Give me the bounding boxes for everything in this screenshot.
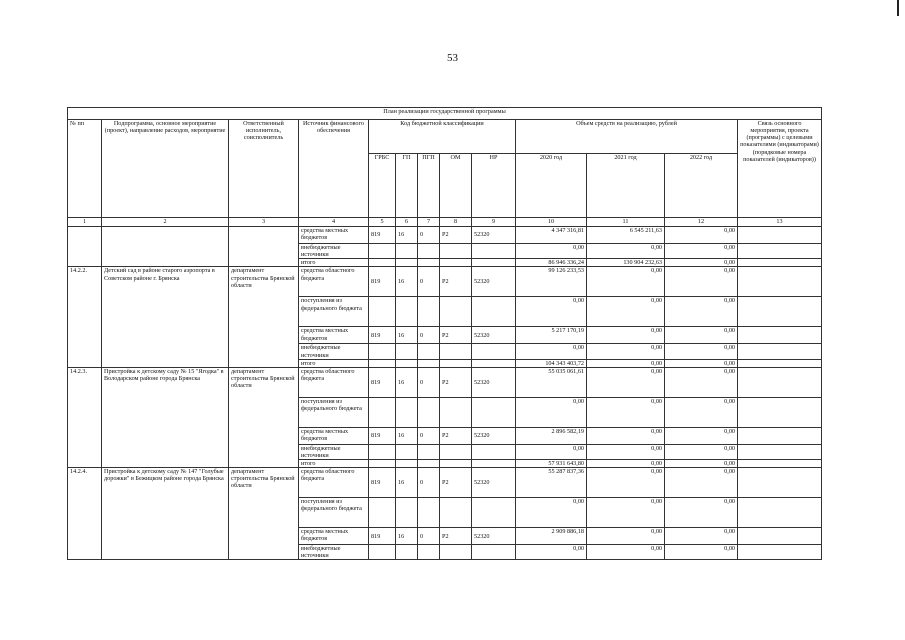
om-cell bbox=[440, 498, 472, 528]
pgp-cell bbox=[418, 359, 440, 367]
om-cell bbox=[440, 444, 472, 459]
grbs-cell bbox=[369, 397, 396, 427]
om-cell: Р2 bbox=[440, 427, 472, 444]
pgp-cell bbox=[418, 397, 440, 427]
column-number: 4 bbox=[299, 218, 369, 227]
amount-2022-cell: 0,00 bbox=[665, 460, 738, 468]
np-cell bbox=[472, 397, 516, 427]
om-cell bbox=[440, 545, 472, 560]
grbs-cell bbox=[369, 444, 396, 459]
grbs-cell: 819 bbox=[369, 427, 396, 444]
num-cell bbox=[68, 227, 102, 267]
source-cell: внебюджетные источники bbox=[299, 344, 369, 359]
amount-2022-cell: 0,00 bbox=[665, 297, 738, 327]
grbs-cell bbox=[369, 344, 396, 359]
link-cell bbox=[738, 427, 822, 444]
plan-table-wrapper bbox=[67, 107, 822, 560]
gp-cell bbox=[396, 498, 418, 528]
np-cell: 52320 bbox=[472, 468, 516, 498]
column-number: 12 bbox=[665, 218, 738, 227]
source-cell: поступления из федерального бюджета bbox=[299, 498, 369, 528]
table-row bbox=[68, 468, 822, 498]
name-cell bbox=[102, 227, 229, 267]
grbs-cell bbox=[369, 460, 396, 468]
column-number: 9 bbox=[472, 218, 516, 227]
grbs-cell bbox=[369, 359, 396, 367]
pgp-cell: 0 bbox=[418, 427, 440, 444]
om-cell bbox=[440, 359, 472, 367]
measure-name: Детский сад в районе старого аэропорта в Советском районе г. Брянска bbox=[102, 267, 229, 367]
column-number: 10 bbox=[516, 218, 587, 227]
measure-number: 14.2.2. bbox=[68, 267, 102, 367]
column-number: 5 bbox=[369, 218, 396, 227]
amount-2022-cell: 0,00 bbox=[665, 344, 738, 359]
column-number: 7 bbox=[418, 218, 440, 227]
amount-2020-cell: 0,00 bbox=[516, 397, 587, 427]
pgp-cell: 0 bbox=[418, 468, 440, 498]
pgp-cell bbox=[418, 244, 440, 259]
column-number: 2 bbox=[102, 218, 229, 227]
link-cell bbox=[738, 498, 822, 528]
amount-2021-cell: 0,00 bbox=[587, 367, 665, 397]
source-cell: внебюджетные источники bbox=[299, 444, 369, 459]
np-cell: 52320 bbox=[472, 367, 516, 397]
header-np: НР bbox=[472, 154, 516, 218]
header-grbs: ГРБС bbox=[369, 154, 396, 218]
measure-executor: департамент строительства Брянской области bbox=[229, 267, 299, 367]
column-number: 8 bbox=[440, 218, 472, 227]
np-cell bbox=[472, 498, 516, 528]
amount-2022-cell: 0,00 bbox=[665, 359, 738, 367]
amount-2021-cell: 0,00 bbox=[587, 359, 665, 367]
gp-cell: 16 bbox=[396, 327, 418, 344]
amount-2020-cell: 2 909 886,18 bbox=[516, 528, 587, 545]
amount-2020-cell: 55 287 837,36 bbox=[516, 468, 587, 498]
pgp-cell: 0 bbox=[418, 267, 440, 297]
header-kbk: Код бюджетной классификации bbox=[369, 120, 516, 154]
source-cell: итого bbox=[299, 359, 369, 367]
om-cell: Р2 bbox=[440, 468, 472, 498]
gp-cell: 16 bbox=[396, 427, 418, 444]
link-cell bbox=[738, 359, 822, 367]
page-number: 53 bbox=[447, 52, 458, 64]
header-2020: 2020 год bbox=[516, 154, 587, 218]
amount-2022-cell: 0,00 bbox=[665, 259, 738, 267]
link-cell bbox=[738, 227, 822, 244]
grbs-cell bbox=[369, 244, 396, 259]
measure-executor: департамент строительства Брянской области bbox=[229, 367, 299, 467]
header-om: ОМ bbox=[440, 154, 472, 218]
om-cell: Р2 bbox=[440, 227, 472, 244]
column-number: 1 bbox=[68, 218, 102, 227]
source-cell: средства областного бюджета bbox=[299, 267, 369, 297]
grbs-cell bbox=[369, 545, 396, 560]
source-cell: средства областного бюджета bbox=[299, 468, 369, 498]
gp-cell: 16 bbox=[396, 468, 418, 498]
np-cell bbox=[472, 297, 516, 327]
gp-cell bbox=[396, 444, 418, 459]
measure-number: 14.2.3. bbox=[68, 367, 102, 467]
header-executor: Ответственный исполнитель, соисполнитель bbox=[229, 120, 299, 218]
amount-2020-cell: 0,00 bbox=[516, 244, 587, 259]
column-number: 6 bbox=[396, 218, 418, 227]
amount-2022-cell: 0,00 bbox=[665, 468, 738, 498]
link-cell bbox=[738, 344, 822, 359]
link-cell bbox=[738, 244, 822, 259]
om-cell: Р2 bbox=[440, 327, 472, 344]
header-num: № пп bbox=[68, 120, 102, 218]
link-cell bbox=[738, 545, 822, 560]
np-cell: 52320 bbox=[472, 327, 516, 344]
amount-2021-cell: 0,00 bbox=[587, 498, 665, 528]
np-cell bbox=[472, 545, 516, 560]
grbs-cell bbox=[369, 259, 396, 267]
amount-2020-cell: 0,00 bbox=[516, 545, 587, 560]
table-title: План реализации государственной программы bbox=[68, 108, 822, 120]
grbs-cell bbox=[369, 297, 396, 327]
gp-cell bbox=[396, 344, 418, 359]
om-cell: Р2 bbox=[440, 528, 472, 545]
amount-2021-cell: 0,00 bbox=[587, 267, 665, 297]
om-cell: Р2 bbox=[440, 367, 472, 397]
amount-2021-cell: 0,00 bbox=[587, 427, 665, 444]
source-cell: внебюджетные источники bbox=[299, 244, 369, 259]
header-subprogram: Подпрограмма, основное мероприятие (проект), направление расходов, мероприятие bbox=[102, 120, 229, 218]
amount-2020-cell: 5 217 170,19 bbox=[516, 327, 587, 344]
link-cell bbox=[738, 267, 822, 297]
grbs-cell: 819 bbox=[369, 468, 396, 498]
link-cell bbox=[738, 367, 822, 397]
edge-mark bbox=[897, 0, 899, 16]
table-row bbox=[68, 227, 822, 244]
om-cell bbox=[440, 297, 472, 327]
amount-2021-cell: 0,00 bbox=[587, 327, 665, 344]
amount-2020-cell: 0,00 bbox=[516, 498, 587, 528]
np-cell: 52320 bbox=[472, 267, 516, 297]
source-cell: средства местных бюджетов bbox=[299, 528, 369, 545]
grbs-cell bbox=[369, 498, 396, 528]
amount-2022-cell: 0,00 bbox=[665, 244, 738, 259]
link-cell bbox=[738, 444, 822, 459]
pgp-cell bbox=[418, 259, 440, 267]
amount-2022-cell: 0,00 bbox=[665, 545, 738, 560]
amount-2020-cell: 0,00 bbox=[516, 297, 587, 327]
amount-2022-cell: 0,00 bbox=[665, 498, 738, 528]
gp-cell: 16 bbox=[396, 367, 418, 397]
pgp-cell: 0 bbox=[418, 227, 440, 244]
amount-2020-cell: 4 347 316,81 bbox=[516, 227, 587, 244]
source-cell: средства областного бюджета bbox=[299, 367, 369, 397]
pgp-cell: 0 bbox=[418, 327, 440, 344]
header-pgp: ПГП bbox=[418, 154, 440, 218]
link-cell bbox=[738, 460, 822, 468]
np-cell bbox=[472, 359, 516, 367]
pgp-cell bbox=[418, 344, 440, 359]
gp-cell bbox=[396, 460, 418, 468]
amount-2021-cell: 0,00 bbox=[587, 344, 665, 359]
np-cell bbox=[472, 444, 516, 459]
grbs-cell: 819 bbox=[369, 528, 396, 545]
amount-2021-cell: 0,00 bbox=[587, 528, 665, 545]
om-cell bbox=[440, 244, 472, 259]
pgp-cell: 0 bbox=[418, 367, 440, 397]
gp-cell bbox=[396, 244, 418, 259]
source-cell: поступления из федерального бюджета bbox=[299, 297, 369, 327]
pgp-cell bbox=[418, 498, 440, 528]
grbs-cell: 819 bbox=[369, 367, 396, 397]
om-cell bbox=[440, 460, 472, 468]
amount-2021-cell: 0,00 bbox=[587, 397, 665, 427]
amount-2020-cell: 57 931 643,80 bbox=[516, 460, 587, 468]
pgp-cell bbox=[418, 460, 440, 468]
source-cell: итого bbox=[299, 460, 369, 468]
amount-2020-cell: 0,00 bbox=[516, 344, 587, 359]
amount-2020-cell: 55 035 061,61 bbox=[516, 367, 587, 397]
pgp-cell: 0 bbox=[418, 528, 440, 545]
amount-2020-cell: 2 896 582,19 bbox=[516, 427, 587, 444]
gp-cell: 16 bbox=[396, 528, 418, 545]
amount-2022-cell: 0,00 bbox=[665, 444, 738, 459]
source-cell: итого bbox=[299, 259, 369, 267]
gp-cell bbox=[396, 359, 418, 367]
executor-cell bbox=[229, 227, 299, 267]
column-number: 13 bbox=[738, 218, 822, 227]
column-number-row bbox=[68, 218, 822, 227]
source-cell: средства местных бюджетов bbox=[299, 327, 369, 344]
amount-2020-cell: 86 946 336,24 bbox=[516, 259, 587, 267]
measure-number: 14.2.4. bbox=[68, 468, 102, 560]
amount-2021-cell: 0,00 bbox=[587, 444, 665, 459]
source-cell: внебюджетные источники bbox=[299, 545, 369, 560]
amount-2022-cell: 0,00 bbox=[665, 367, 738, 397]
amount-2021-cell: 0,00 bbox=[587, 545, 665, 560]
amount-2021-cell: 6 545 211,63 bbox=[587, 227, 665, 244]
amount-2021-cell: 0,00 bbox=[587, 297, 665, 327]
np-cell: 52320 bbox=[472, 227, 516, 244]
gp-cell: 16 bbox=[396, 267, 418, 297]
amount-2022-cell: 0,00 bbox=[665, 267, 738, 297]
np-cell bbox=[472, 460, 516, 468]
np-cell: 52320 bbox=[472, 427, 516, 444]
np-cell bbox=[472, 259, 516, 267]
source-cell: поступления из федерального бюджета bbox=[299, 397, 369, 427]
amount-2022-cell: 0,00 bbox=[665, 227, 738, 244]
header-2021: 2021 год bbox=[587, 154, 665, 218]
pgp-cell bbox=[418, 297, 440, 327]
header-volume: Объем средств на реализацию, рублей bbox=[516, 120, 738, 154]
amount-2020-cell: 104 343 403,72 bbox=[516, 359, 587, 367]
amount-2020-cell: 0,00 bbox=[516, 444, 587, 459]
amount-2021-cell: 0,00 bbox=[587, 460, 665, 468]
grbs-cell: 819 bbox=[369, 267, 396, 297]
source-cell: средства местных бюджетов bbox=[299, 427, 369, 444]
amount-2020-cell: 99 126 233,53 bbox=[516, 267, 587, 297]
measure-name: Пристройка к детскому саду № 15 "Ягодка" в Володарском районе города Брянска bbox=[102, 367, 229, 467]
om-cell: Р2 bbox=[440, 267, 472, 297]
amount-2021-cell: 130 904 232,63 bbox=[587, 259, 665, 267]
gp-cell bbox=[396, 397, 418, 427]
measure-executor: департамент строительства Брянской области bbox=[229, 468, 299, 560]
header-gp: ГП bbox=[396, 154, 418, 218]
plan-table bbox=[67, 107, 822, 560]
amount-2021-cell: 0,00 bbox=[587, 244, 665, 259]
gp-cell bbox=[396, 259, 418, 267]
np-cell: 52320 bbox=[472, 528, 516, 545]
grbs-cell: 819 bbox=[369, 327, 396, 344]
header-2022: 2022 год bbox=[665, 154, 738, 218]
grbs-cell: 819 bbox=[369, 227, 396, 244]
amount-2022-cell: 0,00 bbox=[665, 327, 738, 344]
om-cell bbox=[440, 397, 472, 427]
header-link: Связь основного мероприятия, проекта (программы) с целевыми показателями (индикаторами) (порядковые номера показателей (индикаторов)) bbox=[738, 120, 822, 218]
measure-name: Пристройка к детскому саду № 147 "Голубые дорожки" в Бежицком районе города Брянска bbox=[102, 468, 229, 560]
column-number: 3 bbox=[229, 218, 299, 227]
np-cell bbox=[472, 344, 516, 359]
om-cell bbox=[440, 259, 472, 267]
amount-2022-cell: 0,00 bbox=[665, 528, 738, 545]
table-row bbox=[68, 367, 822, 397]
source-cell: средства местных бюджетов bbox=[299, 227, 369, 244]
link-cell bbox=[738, 259, 822, 267]
amount-2021-cell: 0,00 bbox=[587, 468, 665, 498]
gp-cell bbox=[396, 297, 418, 327]
link-cell bbox=[738, 528, 822, 545]
om-cell bbox=[440, 344, 472, 359]
gp-cell: 16 bbox=[396, 227, 418, 244]
link-cell bbox=[738, 327, 822, 344]
column-number: 11 bbox=[587, 218, 665, 227]
amount-2022-cell: 0,00 bbox=[665, 427, 738, 444]
np-cell bbox=[472, 244, 516, 259]
link-cell bbox=[738, 468, 822, 498]
header-source: Источник финансового обеспечения bbox=[299, 120, 369, 218]
link-cell bbox=[738, 397, 822, 427]
link-cell bbox=[738, 297, 822, 327]
amount-2022-cell: 0,00 bbox=[665, 397, 738, 427]
pgp-cell bbox=[418, 545, 440, 560]
gp-cell bbox=[396, 545, 418, 560]
table-row bbox=[68, 267, 822, 297]
pgp-cell bbox=[418, 444, 440, 459]
